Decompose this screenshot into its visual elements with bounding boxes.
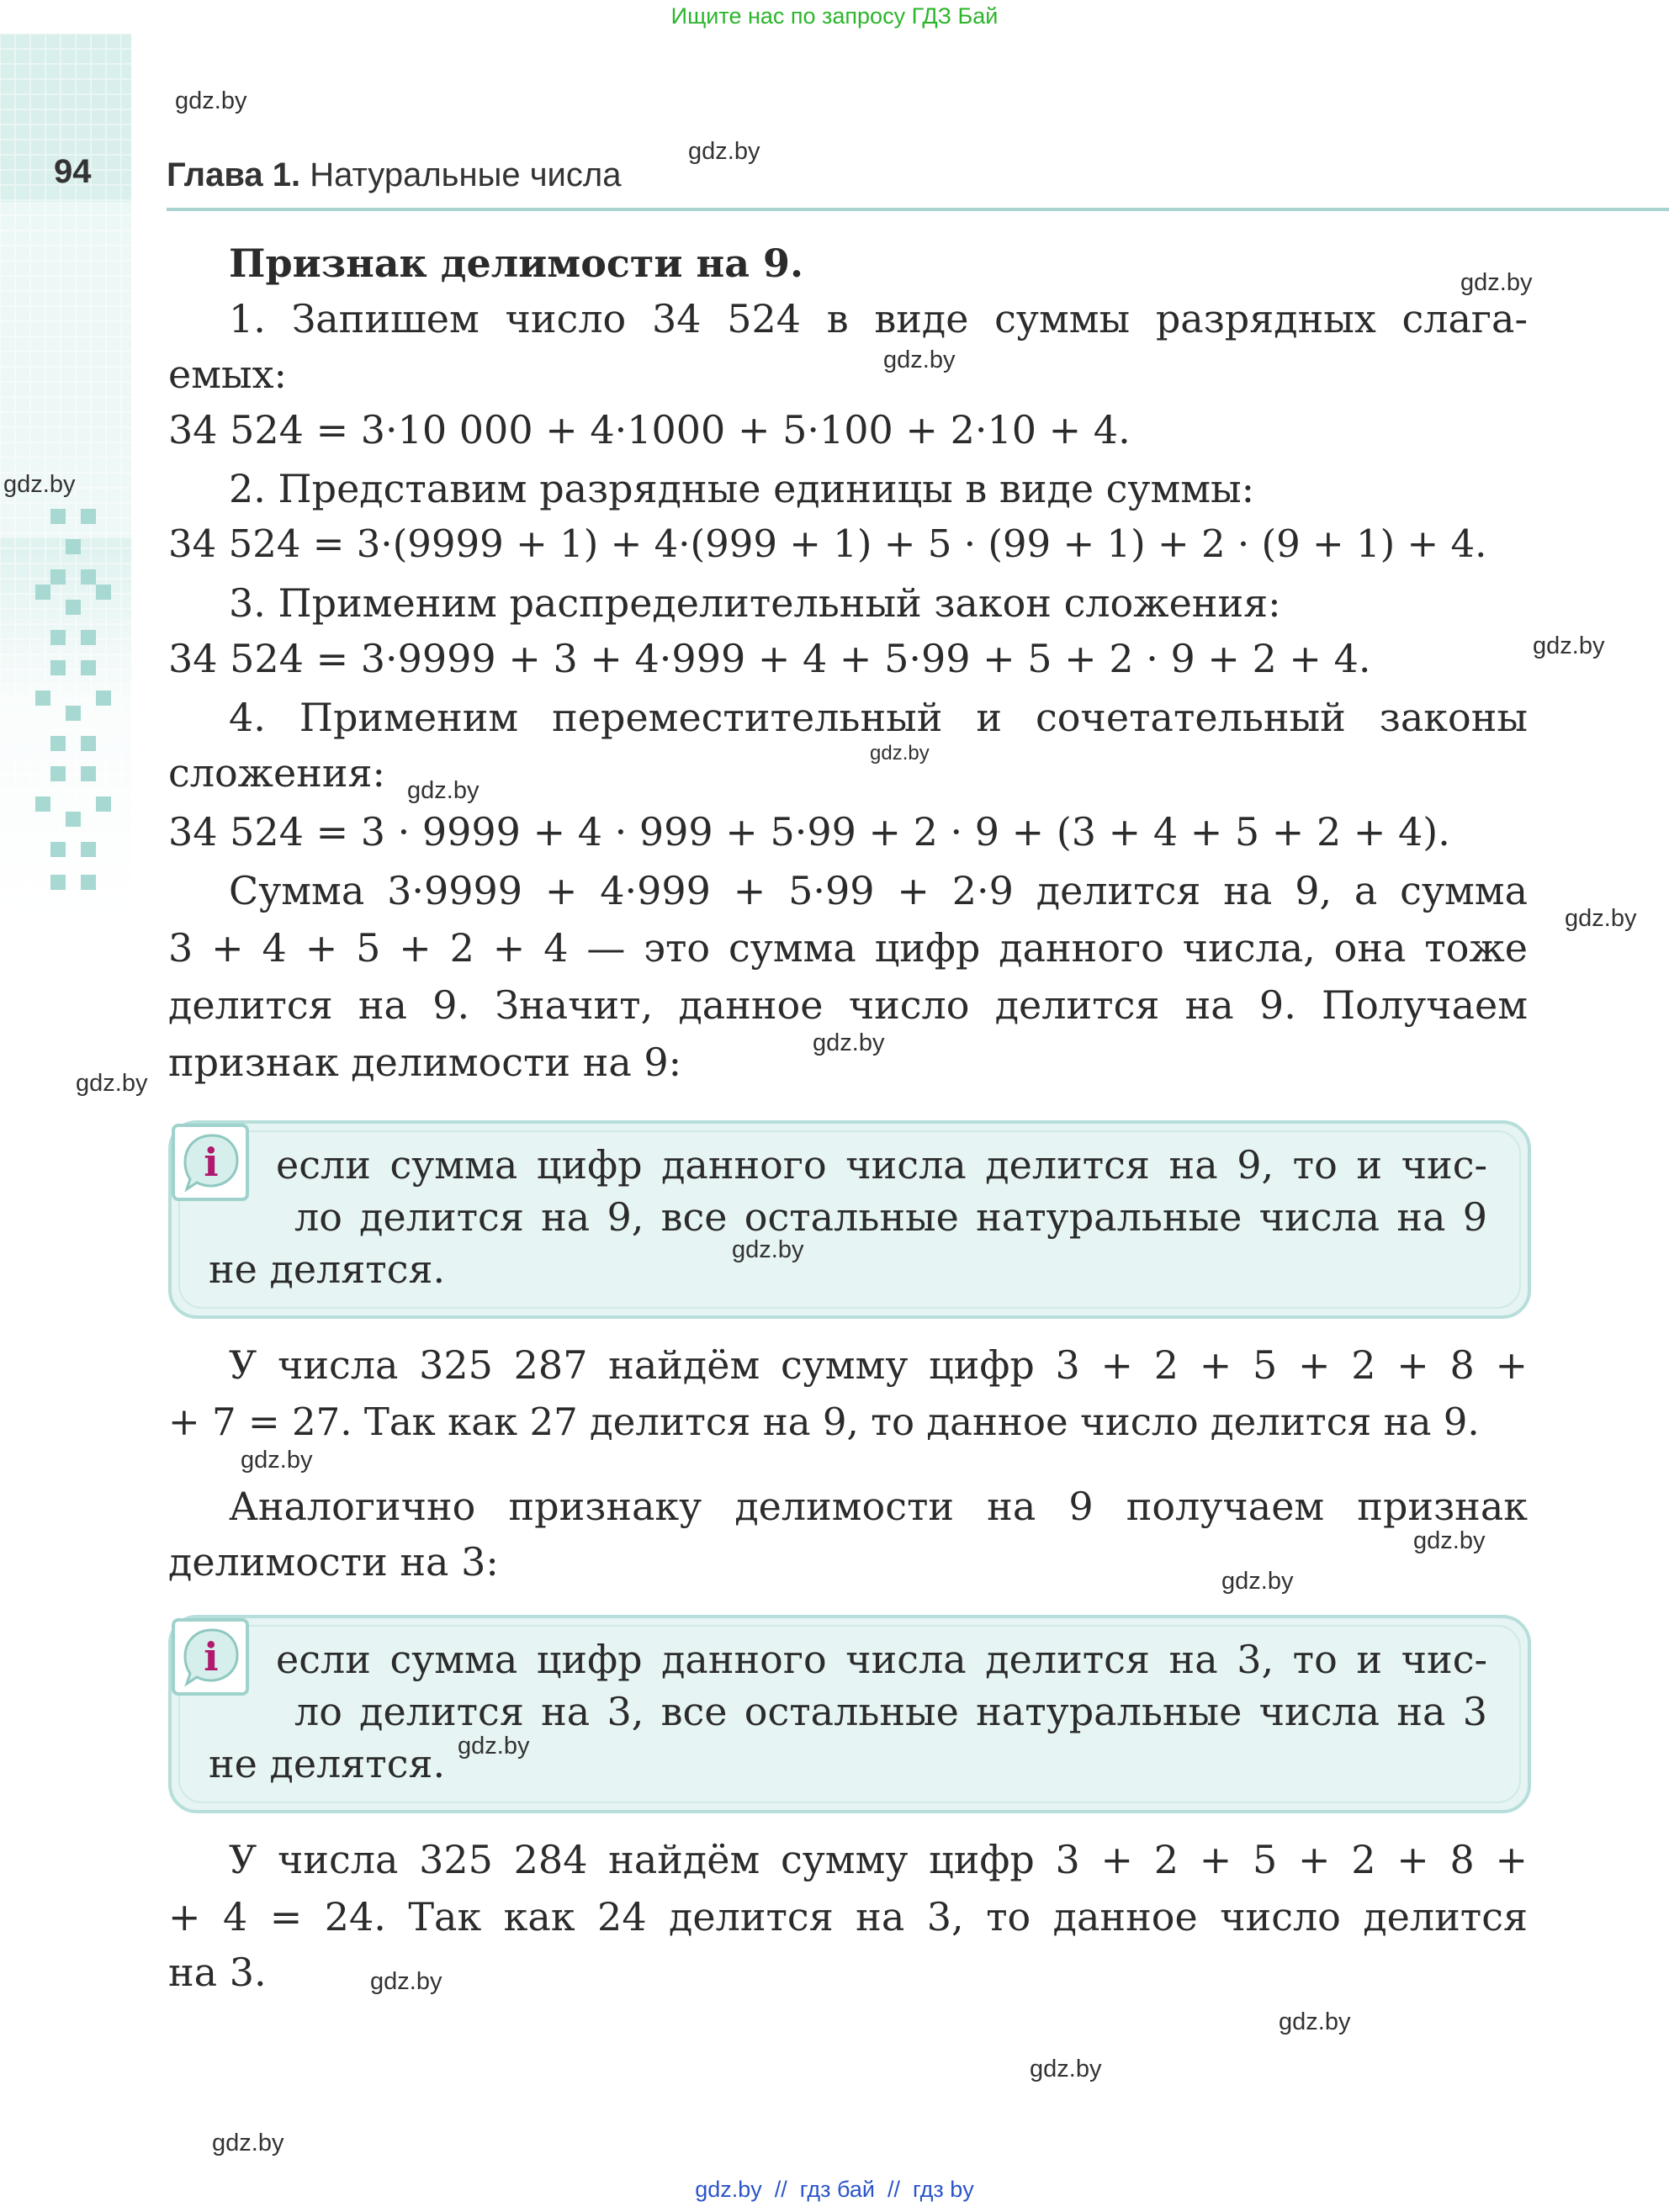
example-3-line-1: У числа 325 284 найдём сумму цифр 3 + 2 + 5 + 2 + 8 +: [229, 1837, 1528, 1882]
watermark: gdz.by: [688, 138, 760, 165]
chapter-header: [167, 156, 621, 194]
rule-3-line-2: ло делится на 3, все остальные натуральные числа на 3: [294, 1689, 1487, 1734]
step-1-equation: 34 524 = 3·10 000 + 4·1000 + 5·100 + 2·10 + 4.: [168, 407, 1131, 452]
rule-9-line-3: не делятся.: [209, 1246, 446, 1292]
watermark: gdz.by: [175, 87, 247, 114]
watermark: gdz.by: [241, 1447, 313, 1474]
watermark: gdz.by: [870, 742, 930, 765]
example-3-line-3: на 3.: [168, 1950, 267, 1995]
explanation-line-3: делится на 9. Значит, данное число делится на 9. Получаем: [168, 982, 1528, 1028]
step-4-line-2: сложения:: [168, 750, 386, 796]
watermark: gdz.by: [1460, 269, 1533, 296]
rule-9-line-1: если сумма цифр данного числа делится на 9, то и чис-: [276, 1142, 1487, 1188]
watermark: gdz.by: [1533, 632, 1605, 659]
section-title: Признак делимости на 9.: [229, 241, 804, 286]
top-banner: Ищите нас по запросу ГДЗ Бай: [670, 3, 999, 29]
example-9-line-1: У числа 325 287 найдём сумму цифр 3 + 2 + 5 + 2 + 8 +: [229, 1342, 1528, 1388]
example-3-line-2: + 4 = 24. Так как 24 делится на 3, то данное число делится: [168, 1894, 1528, 1939]
step-1-line-1: 1. Запишем число 34 524 в виде суммы разрядных слага-: [229, 296, 1528, 341]
page-number: 94: [54, 153, 92, 190]
step-2-equation: 34 524 = 3·(9999 + 1) + 4·(999 + 1) + 5 · (99 + 1) + 2 · (9 + 1) + 4.: [168, 521, 1487, 566]
header-divider: [167, 208, 1669, 211]
explanation-line-1: Сумма 3·9999 + 4·999 + 5·99 + 2·9 делится на 9, а сумма: [229, 868, 1528, 913]
watermark: gdz.by: [1030, 2056, 1102, 2082]
watermark: gdz.by: [370, 1968, 442, 1995]
step-4-line-1: 4. Применим переместительный и сочетательный законы: [229, 695, 1528, 740]
footer-links: gdz.by // гдз бай // гдз by: [695, 2177, 974, 2202]
explanation-line-4: признак делимости на 9:: [168, 1040, 682, 1085]
watermark: gdz.by: [1413, 1527, 1486, 1554]
info-icon-letter: i: [204, 1140, 219, 1185]
chapter-label: Глава 1.: [167, 156, 301, 193]
rule-9-line-2: ло делится на 9, все остальные натуральные числа на 9: [294, 1194, 1487, 1240]
watermark: gdz.by: [1279, 2008, 1351, 2035]
watermark: gdz.by: [407, 777, 480, 804]
chapter-title: Натуральные числа: [310, 156, 622, 193]
step-3-text: 3. Применим распределительный закон сложения:: [229, 580, 1281, 626]
explanation-line-2: 3 + 4 + 5 + 2 + 4 — это сумма цифр данного числа, она тоже: [168, 925, 1528, 971]
analog-line-1: Аналогично признаку делимости на 9 получаем признак: [229, 1484, 1528, 1529]
rule-3-line-3: не делятся.: [209, 1741, 446, 1786]
step-4-equation: 34 524 = 3 · 9999 + 4 · 999 + 5·99 + 2 · 9 + (3 + 4 + 5 + 2 + 4).: [168, 809, 1450, 855]
watermark: gdz.by: [883, 347, 956, 373]
rule-3-line-1: если сумма цифр данного числа делится на 3, то и чис-: [276, 1637, 1487, 1682]
watermark: gdz.by: [732, 1236, 804, 1263]
step-3-equation: 34 524 = 3·9999 + 3 + 4·999 + 4 + 5·99 + 5 + 2 · 9 + 2 + 4.: [168, 636, 1371, 681]
step-1-line-2: емых:: [168, 352, 288, 397]
analog-line-2: делимости на 3:: [168, 1539, 499, 1585]
info-icon: [170, 1122, 251, 1203]
info-icon: [170, 1617, 251, 1697]
watermark: gdz.by: [1221, 1568, 1294, 1595]
info-icon-letter: i: [204, 1634, 219, 1680]
watermark: gdz.by: [813, 1029, 885, 1056]
watermark: gdz.by: [1565, 905, 1637, 932]
watermark: gdz.by: [212, 2130, 284, 2156]
example-9-line-2: + 7 = 27. Так как 27 делится на 9, то данное число делится на 9.: [168, 1400, 1480, 1444]
watermark: gdz.by: [458, 1733, 530, 1760]
watermark: gdz.by: [76, 1070, 148, 1097]
step-2-text: 2. Представим разрядные единицы в виде суммы:: [229, 466, 1255, 511]
watermark: gdz.by: [3, 471, 76, 498]
